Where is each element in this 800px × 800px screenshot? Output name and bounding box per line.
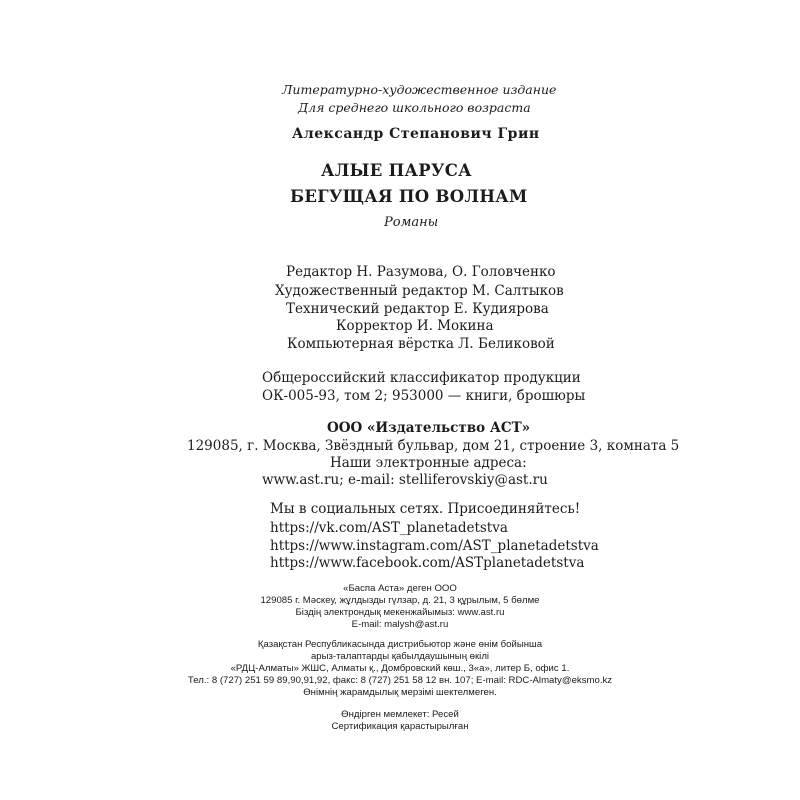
social-link-vk[interactable]: https://vk.com/AST_planetadetstva [270, 520, 508, 536]
credit-art-editor: Художественный редактор М. Салтыков [275, 283, 564, 299]
age-group: Для среднего школьного возраста [298, 100, 531, 115]
kz-shelf-life: Өнімнің жарамдылық мерзімі шектелмеген. [303, 687, 497, 698]
classifier-line-1: Общероссийский классификатор продукции [262, 370, 581, 386]
kz-distributor-contacts: Тел.: 8 (727) 251 59 89,90,91,92, факс: 8 (727) 251 58 12 вн. 107; E-mail: RDC-Almaty@eksmo.kz [187, 675, 613, 686]
credit-tech-editor: Технический редактор Е. Кудиярова [286, 301, 549, 317]
kz-distributor-line-1: Қазақстан Республикасында дистрибьютор және өнім бойынша [257, 639, 543, 650]
credit-corrector: Корректор И. Мокина [336, 318, 494, 334]
edition-type: Литературно-художественное издание [282, 82, 557, 97]
credit-layout: Компьютерная вёрстка Л. Беликовой [287, 336, 555, 352]
genre: Романы [384, 215, 439, 230]
book-title-1: АЛЫЕ ПАРУСА [321, 161, 472, 180]
kz-publisher-address: 129085 г. Мәскеу, жұлдызды гүлзар, д. 21, 3 құрылым, 5 бөлме [260, 595, 540, 606]
kz-certification: Сертификация қарастырылған [331, 721, 469, 732]
classifier-line-2: ОК-005-93, том 2; 953000 — книги, брошюры [262, 388, 586, 404]
kz-publisher-name: «Баспа Аста» деген ООО [343, 583, 457, 594]
kz-publisher-email: E-mail: malysh@ast.ru [351, 619, 449, 630]
book-title-2: БЕГУЩАЯ ПО ВОЛНАМ [290, 187, 528, 206]
publisher-name: ООО «Издательство АСТ» [327, 420, 531, 436]
social-link-instagram[interactable]: https://www.instagram.com/AST_planetadetstva [270, 538, 599, 554]
publisher-emails: www.ast.ru; e-mail: stelliferovskiy@ast.ru [262, 472, 548, 488]
kz-distributor-line-3: «РДЦ-Алматы» ЖШС, Алматы қ., Домбровский көш., 3«а», литер Б, офис 1. [230, 663, 570, 674]
credit-editor: Редактор Н. Разумова, О. Головченко [286, 264, 556, 280]
emails-label: Наши электронные адреса: [330, 455, 527, 471]
social-label: Мы в социальных сетях. Присоединяйтесь! [270, 501, 581, 517]
publisher-address: 129085, г. Москва, Звёздный бульвар, дом 21, строение 3, комната 5 [187, 438, 680, 454]
social-link-facebook[interactable]: https://www.facebook.com/ASTplanetadetstva [270, 555, 585, 571]
author-name: Александр Степанович Грин [292, 126, 540, 142]
kz-country: Өндірген мемлекет: Ресей [341, 709, 459, 720]
kz-distributor-line-2: арыз-талаптарды қабылдаушының өкілі [310, 651, 490, 662]
kz-publisher-web: Біздің электрондық мекенжайымыз: www.ast.ru [295, 607, 505, 618]
